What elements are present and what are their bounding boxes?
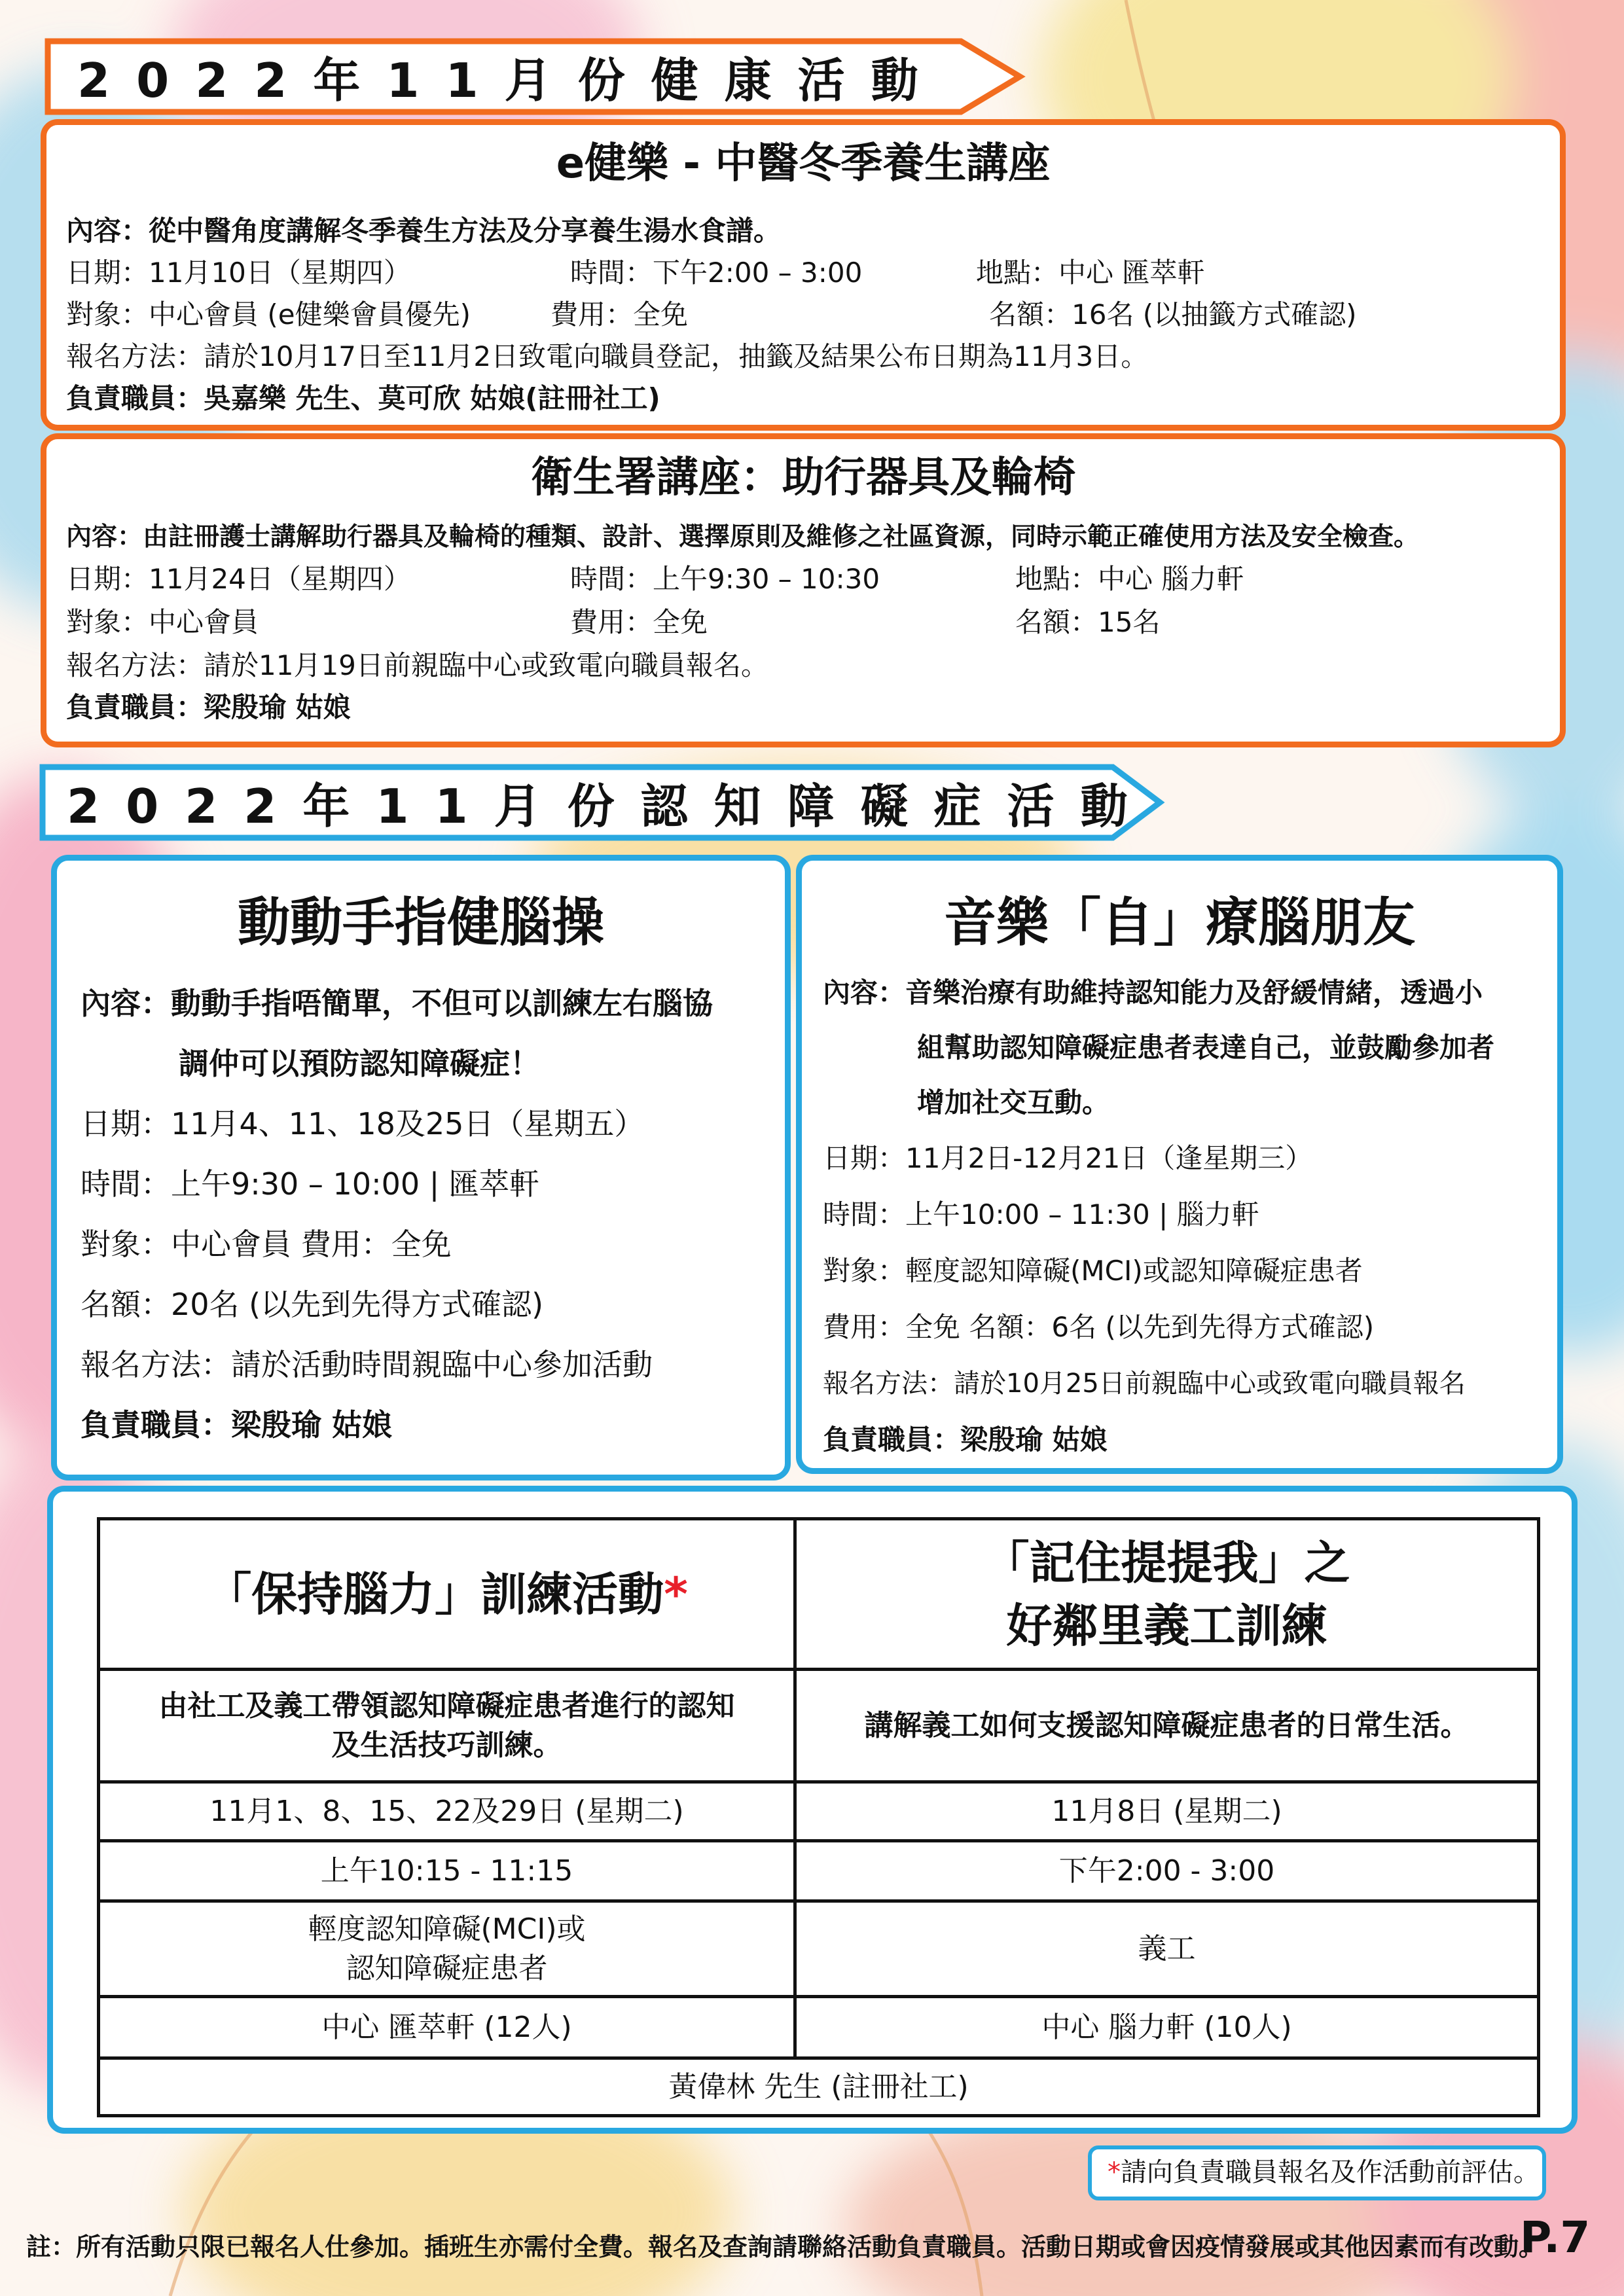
brain-target-line-1: 輕度認知障礙(MCI)或	[308, 1912, 586, 1946]
event-box-finger-exercise	[51, 855, 791, 1480]
brain-desc-line-2: 及生活技巧訓練。	[331, 1728, 562, 1762]
event-box-music-therapy	[796, 855, 1563, 1474]
table-cell-volunteer-target: 義工	[795, 1901, 1539, 1997]
table-header-brain-training	[99, 1519, 795, 1670]
volunteer-training-title-2: 好鄰里義工訓練	[1006, 1598, 1327, 1653]
table-cell-volunteer-date: 11月8日 (星期二)	[795, 1782, 1539, 1841]
event-box-mobility-aids	[41, 433, 1566, 747]
section-banner-health	[45, 38, 1026, 115]
event-staff: 負責職員：梁殷瑜 姑娘	[823, 1424, 1108, 1456]
section-title: 2022年11月份認知障礙症活動	[67, 779, 1154, 834]
event-registration: 報名方法：請於活動時間親臨中心參加活動	[81, 1347, 653, 1382]
event-content-cont: 增加社交互動。	[917, 1086, 1110, 1119]
table-cell-volunteer-time: 下午2:00 - 3:00	[795, 1841, 1539, 1901]
registration-note	[1088, 2145, 1546, 2200]
event-box-tcm-lecture	[41, 119, 1566, 431]
brain-target-line-2: 認知障礙症患者	[346, 1951, 548, 1985]
event-time: 時間：上午9:30 – 10:30	[570, 563, 880, 595]
event-staff: 負責職員：吳嘉樂 先生、莫可欣 姑娘(註冊社工)	[66, 382, 660, 414]
event-fee: 費用：全免	[570, 606, 708, 638]
event-time: 時間：下午2:00 – 3:00	[570, 257, 863, 289]
training-schedule-table	[97, 1517, 1540, 2117]
event-registration: 報名方法：請於10月25日前親臨中心或致電向職員報名	[823, 1369, 1466, 1399]
brain-desc-line-1: 由社工及義工帶領認知障礙症患者進行的認知	[158, 1689, 735, 1723]
event-title: 音樂「自」療腦朋友	[944, 892, 1415, 953]
event-date: 日期：11月4、11、18及25日（星期五）	[81, 1106, 645, 1141]
event-fee-quota: 費用：全免 名額：6名 (以先到先得方式確認)	[823, 1311, 1375, 1343]
event-target: 對象：中心會員 (e健樂會員優先)	[66, 298, 471, 331]
event-content: 內容：由註冊護士講解助行器具及輪椅的種類、設計、選擇原則及維修之社區資源，同時示範正確使用方法及安全檢查。	[66, 522, 1420, 552]
event-target-fee: 對象：中心會員 費用：全免	[81, 1227, 452, 1262]
event-content: 內容：音樂治療有助維持認知能力及舒緩情緒，透過小	[823, 977, 1483, 1009]
event-target: 對象：中心會員	[66, 606, 259, 638]
event-registration: 報名方法：請於10月17日至11月2日致電向職員登記，抽籤及結果公布日期為11月3日。	[66, 340, 1149, 372]
event-title: e健樂 - 中醫冬季養生講座	[556, 139, 1051, 188]
event-fee: 費用：全免	[550, 298, 689, 331]
table-cell-brain-desc	[99, 1670, 795, 1782]
event-date: 日期：11月2日-12月21日（逢星期三）	[823, 1142, 1313, 1174]
table-cell-volunteer-desc: 講解義工如何支援認知障礙症患者的日常生活。	[795, 1670, 1539, 1782]
event-content: 內容：從中醫角度講解冬季養生方法及分享養生湯水食譜。	[66, 215, 782, 247]
event-staff: 負責職員：梁殷瑜 姑娘	[66, 691, 351, 723]
event-quota: 名額：15名	[1015, 606, 1161, 638]
event-target: 對象：輕度認知障礙(MCI)或認知障礙症患者	[823, 1255, 1363, 1287]
brain-training-title: 「保持腦力」訓練活動	[206, 1567, 664, 1621]
event-title: 動動手指健腦操	[238, 892, 604, 953]
event-title: 衛生署講座：助行器具及輪椅	[531, 454, 1075, 502]
table-cell-staff: 黃偉林 先生 (註冊社工)	[99, 2058, 1539, 2116]
event-content: 內容：動動手指唔簡單，不但可以訓練左右腦協	[81, 986, 713, 1021]
page-number: P.7	[1520, 2212, 1591, 2263]
asterisk-mark: *	[664, 1567, 688, 1621]
table-cell-brain-venue: 中心 匯萃軒 (12人)	[99, 1997, 795, 2058]
note-text: 請向負責職員報名及作活動前評估。	[1121, 2157, 1540, 2187]
event-quota: 名額：16名 (以抽籤方式確認)	[989, 298, 1357, 331]
event-quota: 名額：20名 (以先到先得方式確認)	[81, 1287, 544, 1322]
volunteer-training-title-1: 「記住提提我」之	[983, 1535, 1350, 1590]
event-registration: 報名方法：請於11月19日前親臨中心或致電向職員報名。	[66, 649, 768, 681]
section-title: 2022年11月份健康活動	[77, 53, 945, 108]
event-time: 時間：上午9:30 – 10:00 | 匯萃軒	[81, 1166, 539, 1202]
table-cell-brain-target	[99, 1901, 795, 1997]
event-date: 日期：11月24日（星期四）	[66, 563, 411, 595]
table-cell-volunteer-venue: 中心 腦力軒 (10人)	[795, 1997, 1539, 2058]
event-staff: 負責職員：梁殷瑜 姑娘	[81, 1407, 393, 1443]
section-banner-dementia	[39, 764, 1165, 841]
event-venue: 地點：中心 匯萃軒	[976, 257, 1205, 289]
event-venue: 地點：中心 腦力軒	[1015, 563, 1244, 595]
table-header-volunteer-training	[795, 1519, 1539, 1670]
asterisk-mark: *	[1108, 2157, 1121, 2187]
event-time: 時間：上午10:00 – 11:30 | 腦力軒	[823, 1198, 1259, 1230]
event-content-cont: 調仲可以預防認知障礙症！	[179, 1046, 540, 1081]
event-content-cont: 組幫助認知障礙症患者表達自己，並鼓勵參加者	[917, 1031, 1495, 1064]
footer-disclaimer: 註：所有活動只限已報名人仕參加。插班生亦需付全費。報名及查詢請聯絡活動負責職員。活動日期或會因疫情發展或其他因素而有改動。	[26, 2233, 1544, 2261]
table-cell-brain-time: 上午10:15 - 11:15	[99, 1841, 795, 1901]
event-date: 日期：11月10日（星期四）	[66, 257, 411, 289]
table-cell-brain-date: 11月1、8、15、22及29日 (星期二)	[99, 1782, 795, 1841]
